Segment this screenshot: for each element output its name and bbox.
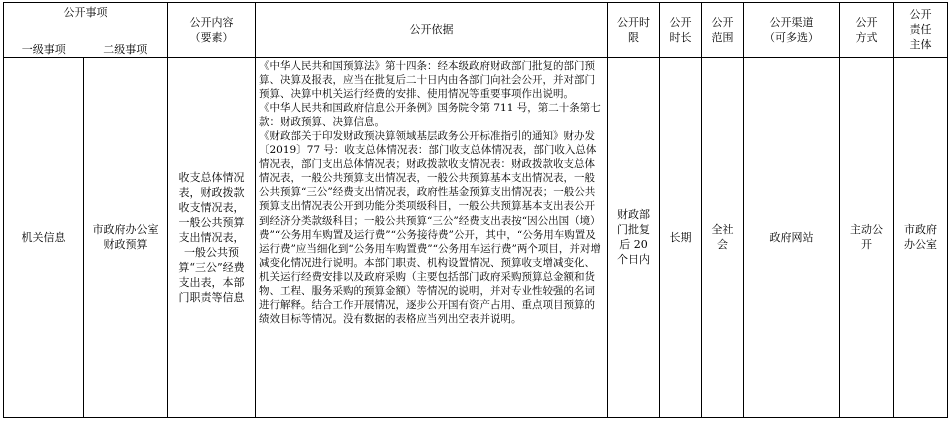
- cell-level2: 市政府办公室财政预算: [84, 57, 168, 417]
- cell-level1: 机关信息: [4, 57, 84, 417]
- cell-scope: 全社会: [702, 57, 744, 417]
- header-duration: 公开 时长: [660, 3, 702, 58]
- cell-content: 收支总体情况表，财政拨款收支情况表，一般公共预算支出情况表，一般公共预算“三公”经费支出表，本部门职责等信息: [168, 57, 256, 417]
- header-channel: 公开渠道 （可多选）: [744, 3, 840, 58]
- header-basis: 公开依据: [256, 3, 608, 58]
- header-method: 公开 方式: [840, 3, 894, 58]
- header-level1: 一级事项: [4, 27, 84, 58]
- cell-channel: 政府网站: [744, 57, 840, 417]
- cell-duration: 长期: [660, 57, 702, 417]
- basis-paragraph-mof-notice: 《财政部关于印发财政预决算领域基层政务公开标准指引的通知》财办发〔2019〕77 号：收支总体情况表：部门收支总体情况表，部门收入总体情况表，部门支出总体情况表；财政拨款收支情况表：财政拨款收支总体情况表，一般公共预算支出情况表，一般公共预算基本支出情况表，一般公共预算“三公”经费支出情况表，政府性基金预算支出情况表；一般公共预算支出情况表公开到功能分类项级科目，一般公共预算基本支出表公开到经济分类款级科目；一般公共预算“三公”经费支出表按“因公出国（境）费”“公务用车购置及运行费”“公务接待费”公开，其中，“公务用车购置及运行费”应当细化到“公务用车购置费”“公务用车运行费”两个项目，并对增减变化情况进行说明。本部门职责、机构设置情况、预算收支增减变化、机关运行经费安排以及政府采购（主要包括部门政府采购预算总金额和货物、工程、服务采购的预算金额）等情况的说明，并对专业性较强的名词进行解释。结合工作开展情况，逐步公开国有资产占用、重点项目预算的绩效目标等情况。没有数据的表格应当列出空表并说明。: [259, 129, 601, 326]
- header-timing: 公开时 限: [608, 3, 660, 58]
- header-matter-group-label: 公开事项: [63, 6, 108, 19]
- header-matter-group: [4, 3, 168, 27]
- header-responsible: 公开 责任 主体: [894, 3, 948, 58]
- table-row: [4, 57, 948, 417]
- cell-method: 主动公开: [840, 57, 894, 417]
- header-content: 公开内容 （要素）: [168, 3, 256, 58]
- disclosure-table: [3, 2, 948, 418]
- cell-basis: [256, 57, 608, 417]
- header-scope: 公开 范围: [702, 3, 744, 58]
- basis-paragraph-info-regulation: 《中华人民共和国政府信息公开条例》国务院令第 711 号，第二十条第七款：财政预算、决算信息。: [259, 101, 601, 128]
- cell-timing: 财政部门批复后 20 个日内: [608, 57, 660, 417]
- header-level2: 二级事项: [84, 27, 168, 58]
- basis-paragraph-budget-law: 《中华人民共和国预算法》第十四条：经本级政府财政部门批复的部门预算、决算及报表，应当在批复后二十日内由各部门向社会公开，并对部门预算、决算中机关运行经费的安排、使用情况等重要事项作出说明。: [259, 59, 595, 100]
- cell-responsible: 市政府办公室: [894, 57, 948, 417]
